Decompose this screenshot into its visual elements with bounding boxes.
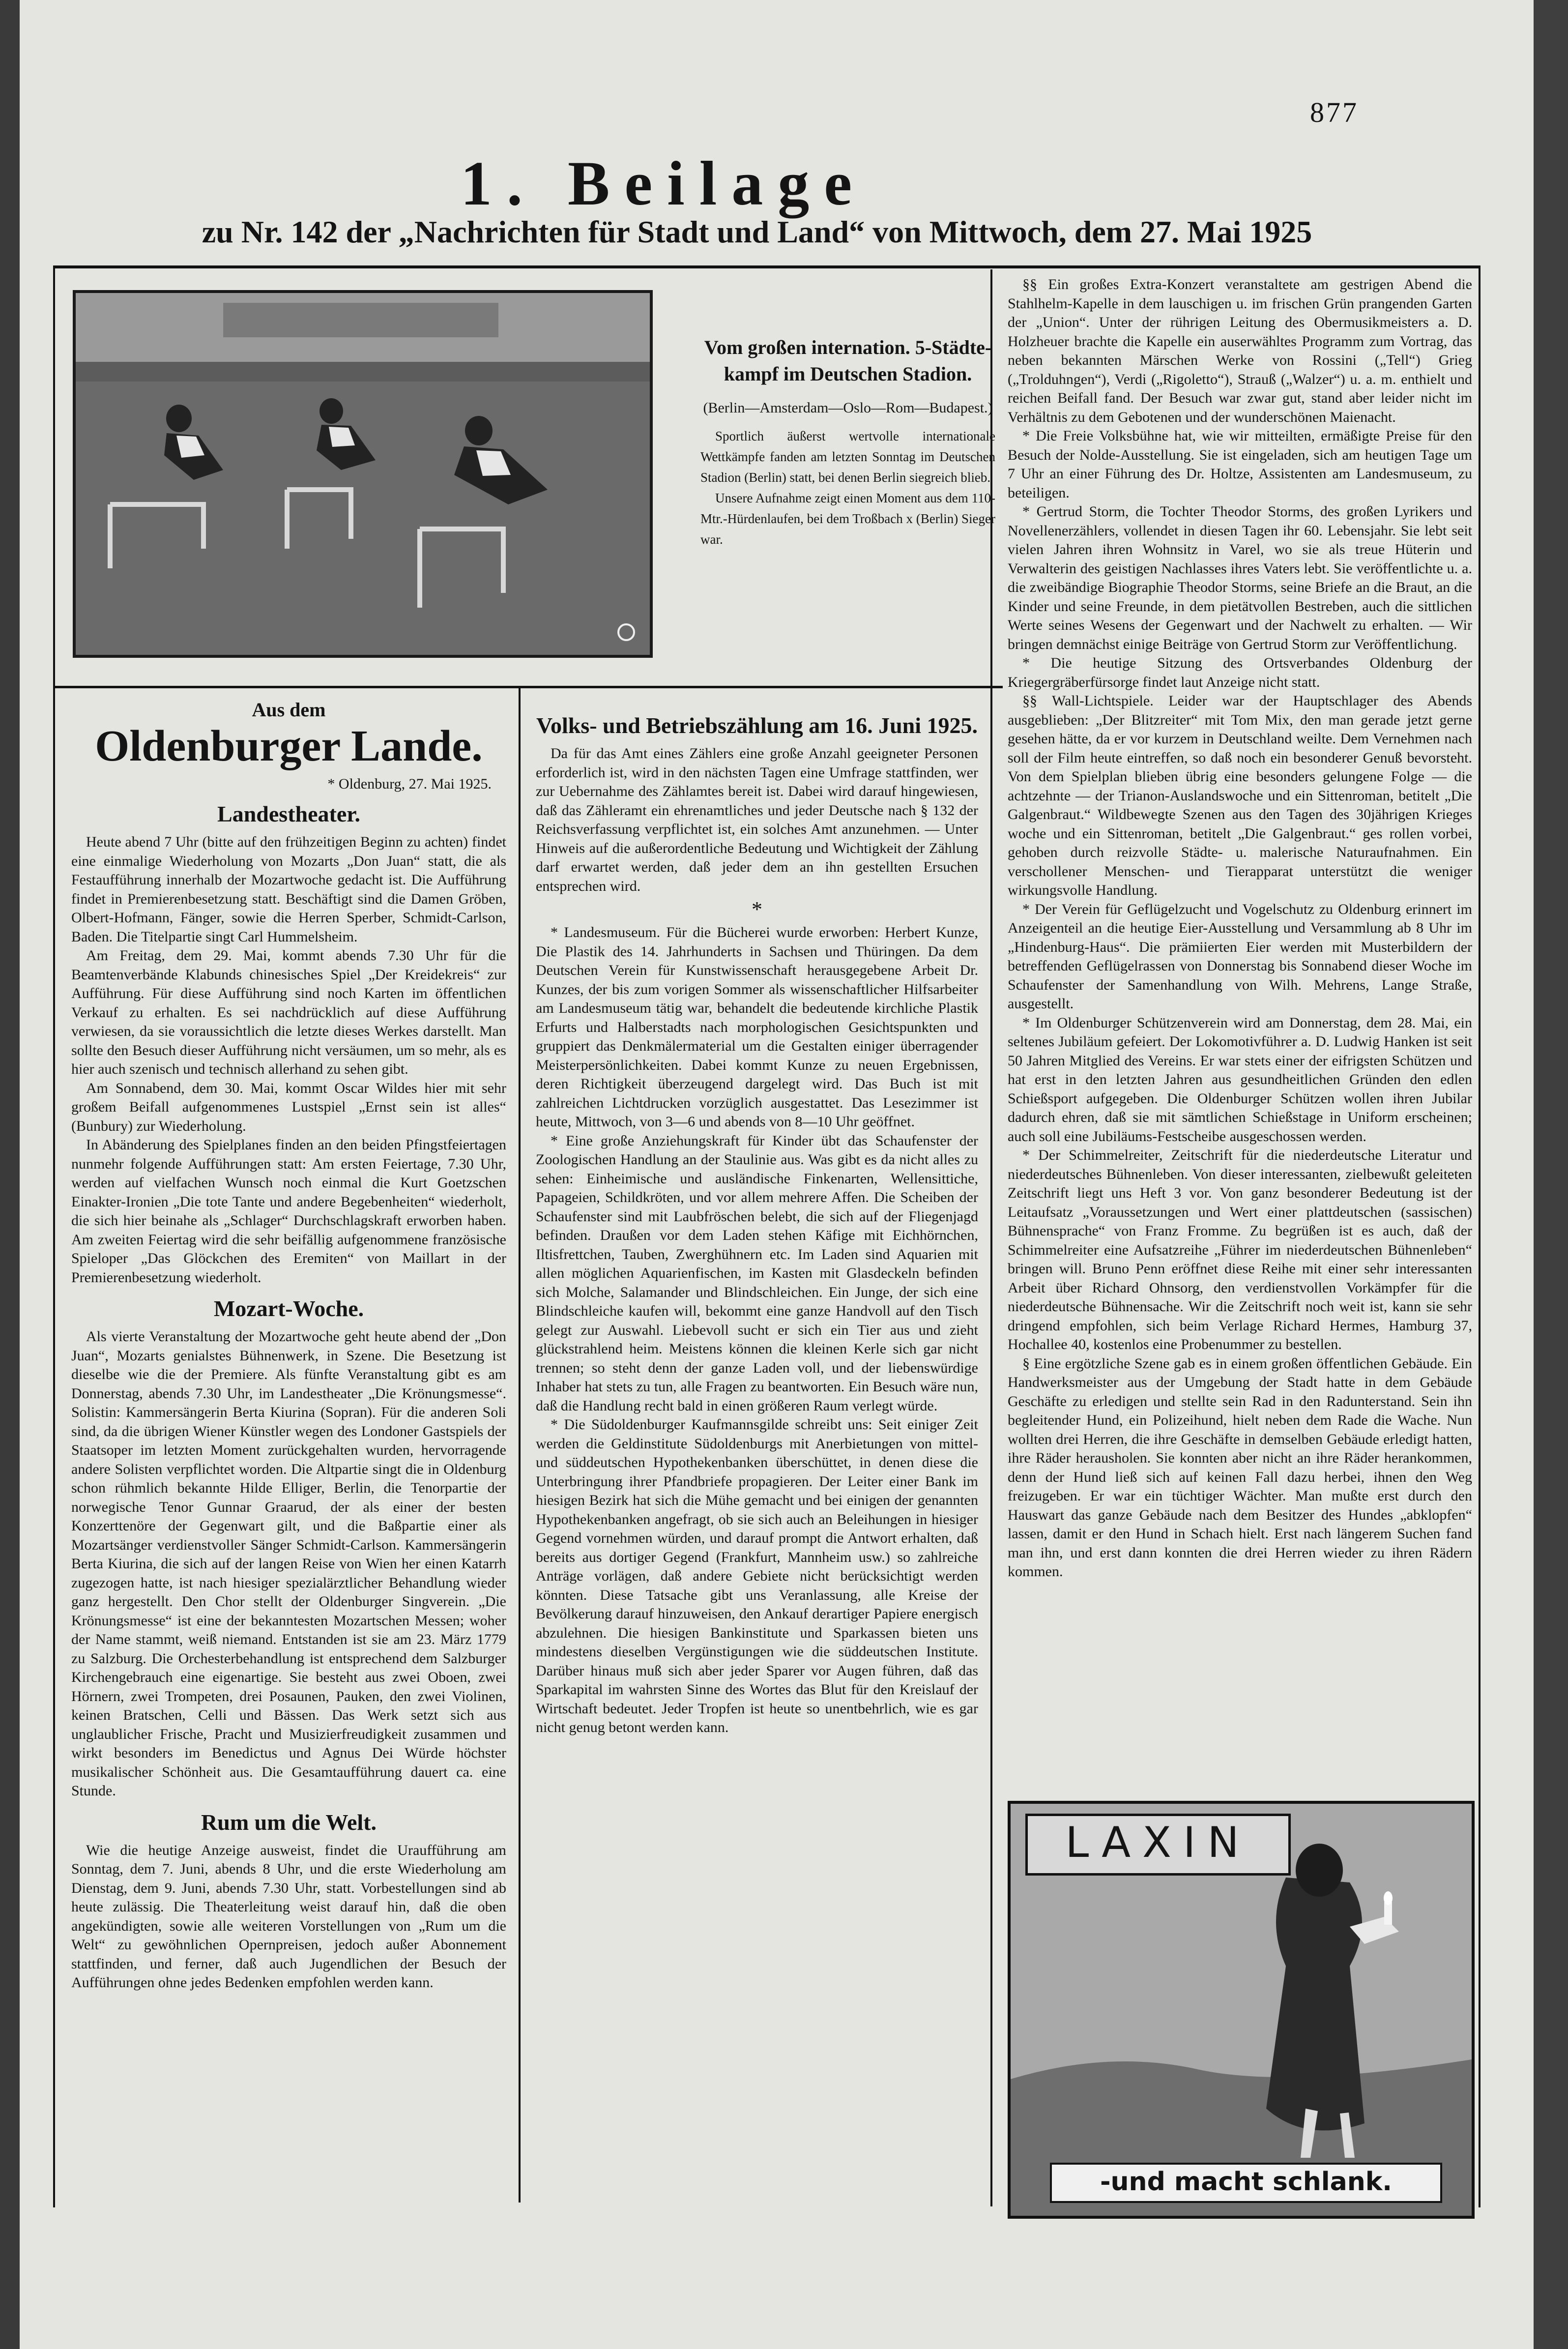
ad-brand-sign: LAXIN xyxy=(1025,1814,1291,1876)
note-gertrud-storm: * Gertrud Storm, die Tochter Theodor Storms, des großen Lyrikers und Novellenerzählers, vollendet in diesen Tagen ihr 60. Lebensjahr. Sie lebt seit vielen Jahren ihren Wohnsitz in Varel, wo sie als treue Hüterin und Verwalterin des geistigen Nachlasses ihres Vaters lebt. Sie veröffentlichte u. a. die zweibändige Biographie Theodor Storms, seine Briefe an die Braut, an die Kinder und seine Freunde, in dem pietätvollen Bestreben, auch die sittlichen Werte seines Wesens der Gegenwart und der Nachwelt zu erhalten. — Wir bringen demnächst einige Beiträge von Gertrud Storm zur Veröffentlichung. xyxy=(1008,503,1472,652)
separator-star: * xyxy=(752,897,762,921)
oldenburg-column xyxy=(71,698,506,2198)
note-schimmelreiter: * Der Schimmelreiter, Zeitschrift für die niederdeutsche Literatur und niederdeutsches Bühnenleben. Von dieser interessanten, zielbewußt geleiteten Zeitschrift liegt uns Heft 3 vor. Von ganz besonderer Bedeutung ist der Leitaufsatz „Voraussetzungen und Wert einer plattdeutschen (sassischen) Bühnensprache“ von Franz Fromme. Zu begrüßen ist es auch, daß der Schimmelreiter eine Aufsatzreihe „Führer im niederdeutschen Bühnenleben“ bringen will. Bruno Penn eröffnet diese Reihe mit einer sehr interessanten Arbeit über Richard Ohnsorg, den verdienstvollen Vorkämpfer für die niederdeutsche Bühnensache. Wir die Zeitschrift noch weit ist, kann sie sehr dringend empfohlen, sich beim Verlage Richard Hermes, Hamburg 37, Hochallee 40, kostenlos eine Probenummer zu bestellen. xyxy=(1008,1147,1472,1352)
hurdle-race-illustration xyxy=(76,293,650,655)
section-head-mozart-woche: Mozart-Woche. xyxy=(213,1296,364,1321)
scan-border-right xyxy=(1534,0,1568,2349)
stadium-headline: Vom großen internation. 5-Städte-kampf im Deutschen Stadion. xyxy=(704,336,992,385)
oldenburg-dateline: * Oldenburg, 27. Mai 1925. xyxy=(327,776,492,792)
note-wall-lichtspiele: §§ Wall-Lichtspiele. Leider war der Hauptschlager des Abends ausgeblieben: „Der Blitzreiter“ mit Tom Mix, den man gerade jetzt gerne gesehen hätte, da er vor kurzem in Deutschland weilte. Dem Vernehmen nach soll der Film heute eintreffen, so daß noch ein besonderer Genuß bevorsteht. Von dem Spielplan blieben übrig eine besonders gelungene Folge — die achtzehnte — der Trianon-Auslandswoche und ein Sittenroman, betitelt „Die Galgenbraut.“ Wildbewegte Szenen aus den Tagen des 30jährigen Krieges woche und ein Sittenroman, betitelt „Die Galgenbraut.“ ges rollen vorbei, gehoben durch reizvolle Städte- u. malerische Naturaufnahmen. Ein verschollener Menschen- und Tierapparat unterstützt die weniger wirkungsvolle Handlung. xyxy=(1008,693,1472,898)
landestheater-para-3: Am Sonnabend, dem 30. Mai, kommt Oscar Wildes hier mit sehr großem Beifall aufgenommenes Lustspiel „Ernst sein ist alles“ (Bunbury) zur Wiederholung. xyxy=(71,1080,506,1134)
section-head-landestheater: Landestheater. xyxy=(217,801,360,826)
landestheater-para-1: Heute abend 7 Uhr (bitte auf den frühzeitigen Beginn zu achten) findet eine einmalige Wiederholung von Mozarts „Don Juan“ statt, die als Festaufführung innerhalb der Mozartwoche gedacht ist. Die Aufführung findet in Premierenbesetzung statt. Beschäftigt sind die Damen Gröben, Olbert-Hofmann, Fänger, sowie die Herren Sperber, Schmidt-Carlson, Baden. Die Titelpartie singt Carl Hummelsheim. xyxy=(71,834,506,945)
stadium-body: Sportlich äußerst wertvolle internationale Wettkämpfe fanden am letzten Sonntag im Deutschen Stadion (Berlin) statt, bei denen Berlin siegreich blieb. xyxy=(700,429,995,485)
note-landesmuseum: * Landesmuseum. Für die Bücherei wurde erworben: Herbert Kunze, Die Plastik des 14. Jahrhunderts in Sachsen und Thüringen. Da dem Deutschen Verein für Kunstwissenschaft herausgegebene Arbeit Dr. Kunzes, der bis zum vorigen Sommer als wissenschaftlicher Hilfsarbeiter am Landesmuseum tätig war, behandelt die bedeutende kirchliche Plastik Erfurts und Halberstadts nach morphologischen Gesichtspunkten und gruppiert das Denkmälermaterial um die Gestalten einiger überragender Meisterpersönlichkeiten. Dabei kommt Kunze zu neuen Ergebnissen, deren Richtigkeit überzeugend dargelegt wird. Das Buch ist mit zahlreichen Lichtdrucken vorzüglich ausgestattet. Das Lesezimmer ist heute, Mittwoch, von 3—6 und abends von 8—10 Uhr geöffnet. xyxy=(536,924,978,1130)
laxin-advertisement xyxy=(1008,1801,1475,2219)
photo-block-bottom-rule xyxy=(54,686,1003,688)
left-outer-rule xyxy=(53,265,55,2207)
landestheater-para-4: In Abänderung des Spielplanes finden an den beiden Pfingstfeiertagen nunmehr folgende Aufführungen statt: Am ersten Feiertage, 7.30 Uhr, werden auf vielfachen Wunsch noch einmal die Kurt Goetzschen Einakter-Ironien „Die tote Tante und andere Begebenheiten“ wiederholt, die sich hier beinahe als „Schlager“ Durchschlagskraft erworben haben. Am zweiten Feiertag wird die sehr beifällig aufgenommene französische Spieloper „Das Glöckchen des Eremiten“ von Maillart in der Premierenbesetzung wiederholt. xyxy=(71,1137,506,1286)
newspaper-page xyxy=(20,0,1534,2349)
note-kaufmannsgilde: * Die Südoldenburger Kaufmannsgilde schreibt uns: Seit einiger Zeit werden die Geldinstitute Südoldenburgs mit Anerbietungen von mittel- und süddeutschen Hypothekenbanken überschüttet, in denen diese die Unterbringung ihrer Pfandbriefe propagieren. Der Leiter einer Bank im hiesigen Bezirk hat sich die Mühe gemacht und bei einigen der genannten Hypothekenbanken angefragt, ob sie sich auch an Beleihungen in hiesiger Gegend vornehmen würden, und darauf prompt die Antwort erhalten, daß bereits aus dortiger Gegend (Frankfurt, Mannheim usw.) so zahlreiche Anträge vorlägen, daß andere Gebiete nicht berücksichtigt werden könnten. Diese Tatsache gibt uns Veranlassung, alle Kreise der Bevölkerung darauf hinzuweisen, den Ankauf derartiger Papiere energisch abzulehnen. Die hiesigen Bankinstitute und Sparkassen bieten uns mindestens dieselben Vergünstigungen wie die süddeutschen Institute. Darüber hinaus muß sich aber jeder Sparer vor Augen führen, daß das Sparkapital im wahrsten Sinne des Wortes das Blut für den Kreislauf der Wirtschaft bedeutet. Jeder Tropfen ist heute so unentbehrlich, wie es gar nicht genug betont werden kann. xyxy=(536,1416,978,1735)
note-freie-volksbuehne: * Die Freie Volksbühne hat, wie wir mitteilten, ermäßigte Preise für den Besuch der Nolde-Ausstellung. Sie ist eingeladen, sich am heutigen Tage um 7 Uhr an einer Führung des Dr. Holtze, Assistenten am Landesmuseum, zu beteiligen. xyxy=(1008,428,1472,501)
census-headline: Volks- und Betriebszählung am 16. Juni 1925. xyxy=(536,713,978,738)
oldenburg-headline: Oldenburger Lande. xyxy=(95,722,483,770)
top-rule xyxy=(54,265,1480,268)
census-para-1: Da für das Amt eines Zählers eine große Anzahl geeigneter Personen erforderlich ist, wird in den nächsten Tagen eine Umfrage stattfinden, wer zur Uebernahme des Zählamtes bereit ist. Dabei wird darauf hingewiesen, daß das Zähleramt ein ehrenamtliches und jeder Deutsche nach § 132 der Reichsverfassung verpflichtet ist, ein solches Amt anzunehmen. — Unter Hinweis auf die außerordentliche Bedeutung und Wichtigkeit der Zählung darf erwartet werden, daß jeder dem an ihn gestellten Ersuchen entsprechen wird. xyxy=(536,745,978,894)
supplement-title: 1. Beilage xyxy=(460,148,867,218)
section-head-rum-um-die-welt: Rum um die Welt. xyxy=(201,1809,377,1835)
stadium-caption: Unsere Aufnahme zeigt einen Moment aus dem 110-Mtr.-Hürdenlaufen, bei dem Troßbach x (Berlin) Sieger war. xyxy=(700,491,995,547)
note-schuetzenverein: * Im Oldenburger Schützenverein wird am Donnerstag, dem 28. Mai, ein seltenes Jubiläum gefeiert. Der Lokomotivführer a. D. Ludwig Hanken ist seit 50 Jahren Mitglied des Vereins. Er war stets einer der eifrigsten Schützen und hat erst in den letzten Jahren aus gesundheitlichen Gründen den edlen Schießsport aufgegeben. Die Oldenburger Schützen wollen ihren Jubilar dadurch ehren, daß sie mit sämtlichen Schießstage in Uniform erscheinen; auch soll eine Jubiläums-Festscheibe ausgeschossen werden. xyxy=(1008,1014,1472,1145)
stadium-cities: (Berlin—Amsterdam—Oslo—Rom—Budapest.) xyxy=(703,400,993,416)
note-ergoetzliche-szene: § Eine ergötzliche Szene gab es in einem großen öffentlichen Gebäude. Ein Handwerksmeister aus der Umgebung der Stadt hatte in dem Gebäude Geschäfte zu erledigen und stellte sein Rad in den Radunterstand. Sein ihn begleitender Hund, ein Polizeihund, hielt neben dem Rade die Wache. Nun wollten drei Herren, die ihre Geschäfte in demselben Gebäude erledigt hatten, ihre Räder herausholen. Sie konnten aber nicht an ihre Räder herankommen, denn der Hund ließ sich auf keinen Fall dazu herbei, ihnen den Weg freizugeben. Er war ein tüchtiger Wächter. Man mußte erst durch den Hauswart das ganze Gebäude nach dem Besitzer des Hundes „abklopfen“ lassen, damit er den Hund in Schach hielt. Erst nach längerem Suchen fand man ihn, und erst dann konnten die drei Herren wieder zu ihren Rädern kommen. xyxy=(1008,1355,1472,1580)
scan-border-left xyxy=(0,0,20,2349)
local-notes-column xyxy=(1008,275,1472,1785)
note-gefluegelzucht: * Der Verein für Geflügelzucht und Vogelschutz zu Oldenburg erinnert im Anzeigenteil an die heutige Eier-Ausstellung und Versammlung ab 8 Uhr im „Hindenburg-Haus“. Die prämiierten Eier werden mit Musterbildern der betreffenden Geflügelrassen von Donnerstag bis Sonnabend dieser Woche im Schaufenster der Samenhandlung von Wilh. Mehrens, Lange Straße, ausgestellt. xyxy=(1008,901,1472,1012)
census-column xyxy=(536,713,978,2202)
stadium-article xyxy=(700,334,995,550)
ad-slogan-banner: -und macht schlank. xyxy=(1050,2163,1442,2203)
hurdle-race-photo xyxy=(73,290,653,658)
column-rule-2 xyxy=(990,269,992,2206)
supplement-subtitle: zu Nr. 142 der „Nachrichten für Stadt und Land“ von Mittwoch, dem 27. Mai 1925 xyxy=(202,214,1312,249)
column-rule-1 xyxy=(519,688,521,2202)
mozart-woche-para-1: Als vierte Veranstaltung der Mozartwoche geht heute abend der „Don Juan“, Mozarts genialstes Bühnenwerk, in Szene. Die Besetzung ist dieselbe wie die der Premiere. Als fünfte Veranstaltung gibt es am Donnerstag, abends 7.30 Uhr, im Landestheater „Die Krönungsmesse“. Solistin: Kammersängerin Berta Kiurina (Sopran). Für die anderen Soli sind, da die übrigen Wiener Künstler wegen des Londoner Gastspiels der Staatsoper im letzten Moment zurückgehalten wurden, hervorragende andere Solisten verpflichtet worden. Die Altpartie singt die in Oldenburg schon rühmlich bekannte Hilde Elliger, Berlin, die Tenorpartie der norwegische Tenor Gunnar Graarud, der als einer der besten Konzerttenöre der Gegenwart gilt, und die Baßpartie einer als Mozartsänger verdienstvoller Sänger Schmidt-Carlson. Kammersängerin Berta Kiurina, die sich auf der langen Reise von Wien her einen Katarrh zugezogen hatte, ist nach hiesiger spezialärztlicher Behandlung wieder ganz hergestellt. Den Chor stellt der Oldenburger Singverein. „Die Krönungsmesse“ ist eine der bekanntesten Mozartschen Messen; woher der Name stammt, weiß niemand. Entstanden ist sie am 23. März 1779 zu Salzburg. Die Orchesterbehandlung ist entsprechend dem Salzburger Kirchengebrauch eine eigenartige. Sie besteht aus zwei Oboen, zwei Hörnern, zwei Trompeten, drei Posaunen, Pauken, den zwei Violinen, keinen Bratschen, Celli und Bässen. Das Werk setzt sich aus unglaublicher Frische, Pracht und Musizierfreudigkeit zusammen und wirkt besonders im Benedictus und Agnus Dei Würde höchster musikalischer Schönheit aus. Die Gesamtaufführung dauert ca. eine Stunde. xyxy=(71,1328,506,1799)
right-outer-rule xyxy=(1479,265,1481,2207)
page-number: 877 xyxy=(1310,96,1359,128)
oldenburg-kicker: Aus dem xyxy=(252,699,326,721)
rum-um-die-welt-para-1: Wie die heutige Anzeige ausweist, findet die Uraufführung am Sonntag, dem 7. Juni, abends 8 Uhr, und die erste Wiederholung am Dienstag, dem 9. Juni, abends 7.30 Uhr, statt. Vorbestellungen sind ab heute zulässig. Die Theaterleitung weist darauf hin, daß die oben angekündigten, sowie alle weiteren Vorstellungen von „Rum um die Welt“ zu gewöhnlichen Opernpreisen, jedoch außer Abonnement stattfinden, und ferner, daß auch Jugendlichen der Besuch der Aufführungen ohne jedes Bedenken empfohlen werden kann. xyxy=(71,1842,506,1991)
note-zoologische-handlung: * Eine große Anziehungskraft für Kinder übt das Schaufenster der Zoologischen Handlung an der Staulinie aus. Was gibt es da nicht alles zu sehen: Einheimische und ausländische Finkenarten, Wellensittiche, Papageien, Schildkröten, und vor allem mehrere Affen. Die Scheiben der Schaufenster sind mit Laubfröschen belebt, die sich auf der Fliegenjagd befinden. Draußen vor dem Laden stehen Käfige mit Eichhörnchen, Iltisfrettchen, Tauben, Zwerghühnern etc. Im Laden sind Aquarien mit allen möglichen Aquarienfischen, im Kasten mit Glasdeckeln befinden sich Molche, Salamander und Blindschleichen. Ein Junge, der sich eine Blindschleiche kaufen will, bekommt eine ganze Handvoll auf den Tisch gelegt zur Auswahl. Liebevoll sucht er sich ein Tier aus und zieht glückstrahlend heim. Meistens können die kleinen Kerle sich gar nicht trennen; so steht denn der ganze Laden voll, und der liebenswürdige Inhaber hat stets zu tun, alle Fragen zu beantworten. Ein Besuch wäre nun, daß die Handlung recht bald in einen größeren Raum verlegt würde. xyxy=(536,1132,978,1414)
landestheater-para-2: Am Freitag, dem 29. Mai, kommt abends 7.30 Uhr für die Beamtenverbände Klabunds chinesisches Spiel „Der Kreidekreis“ zur Aufführung. Für diese Aufführung sind noch Karten im öffentlichen Verkauf zu erhalten. Es sei nachdrücklich auf diese Aufführung verwiesen, da sie voraussichtlich die letzte dieses Werkes darstellt. Man sollte den Besuch dieser Aufführung nicht versäumen, um so mehr, als es hier auch szenisch und technisch allerhand zu sehen gibt. xyxy=(71,947,506,1077)
note-kriegergraeberfuersorge: * Die heutige Sitzung des Ortsverbandes Oldenburg der Kriegergräberfürsorge findet laut Anzeige nicht statt. xyxy=(1008,655,1472,690)
note-extra-konzert: §§ Ein großes Extra-Konzert veranstaltete am gestrigen Abend die Stahlhelm-Kapelle in dem lauschigen u. im frischen Grün prangenden Garten der „Union“. Unter der rührigen Leitung des Obermusikmeisters a. D. Holzheuer brachte die Kapelle ein auserwähltes Programm zum Vortrag, das neben bekannten Märschen Werke von Rossini („Tell“) Grieg („Trolduhngen“), Verdi („Rigoletto“), Strauß („Walzer“) u. a. m. enthielt und reichen Beifall fand. Der Besuch war zwar gut, stand aber leider nicht im Verhältnis zu dem Gebotenen und der wunderschönen Maienacht. xyxy=(1008,276,1472,425)
